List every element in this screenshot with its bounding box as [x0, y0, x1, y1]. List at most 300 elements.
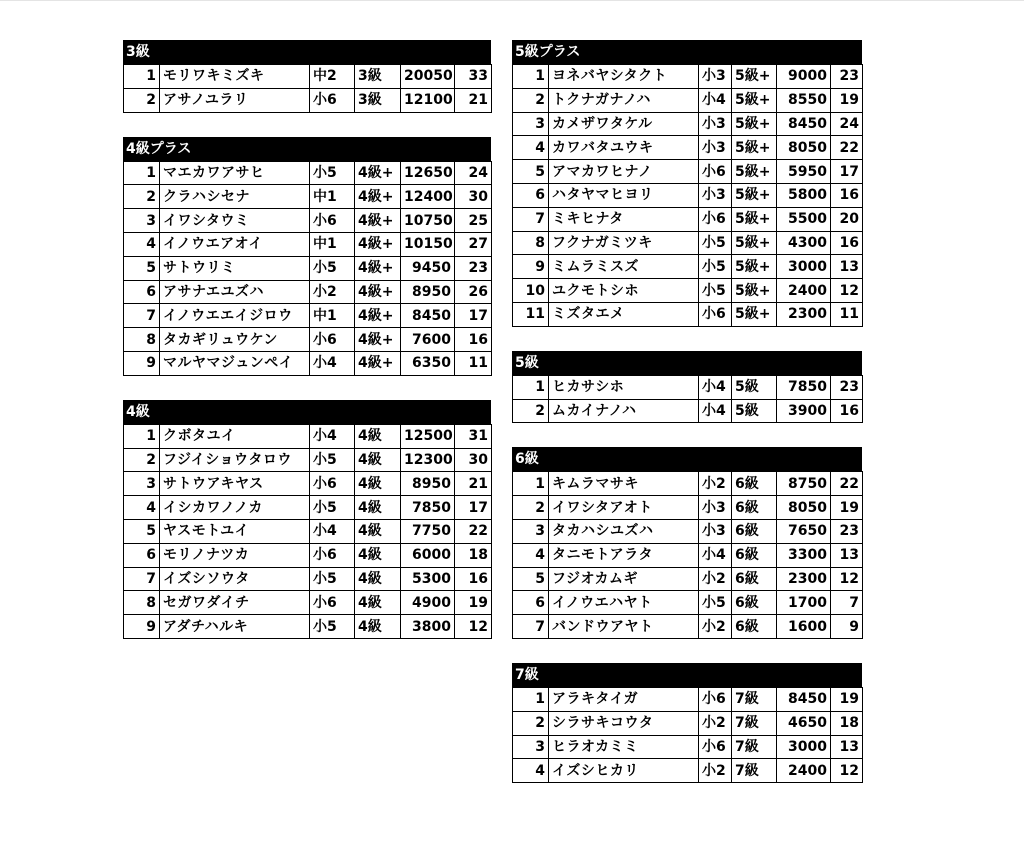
rank-cell: 2 [513, 399, 549, 423]
rank-cell: 1 [124, 424, 160, 448]
points-cell: 2400 [777, 279, 831, 303]
name-cell: ヤスモトユイ [160, 519, 310, 543]
grade-cell: 小5 [699, 591, 732, 615]
name-cell: イノウエエイジロウ [160, 304, 310, 328]
table-row [513, 687, 863, 711]
grade-cell: 小3 [699, 183, 732, 207]
grade-cell: 小4 [310, 351, 355, 375]
level-cell: 7級 [732, 759, 777, 783]
rank-cell: 2 [513, 496, 549, 520]
table-row [513, 160, 863, 184]
score-cell: 20 [831, 207, 863, 231]
rank-cell: 4 [513, 543, 549, 567]
level-cell: 4級 [355, 472, 401, 496]
table-row [513, 519, 863, 543]
name-cell: ミムラミスズ [549, 255, 699, 279]
grade-cell: 小6 [699, 160, 732, 184]
name-cell: ムカイナノハ [549, 399, 699, 423]
section-title: 3級 [123, 40, 491, 64]
points-cell: 3900 [777, 399, 831, 423]
points-cell: 8950 [401, 472, 455, 496]
score-cell: 17 [455, 304, 492, 328]
name-cell: マルヤマジュンペイ [160, 351, 310, 375]
name-cell: モリノナツカ [160, 543, 310, 567]
section-title: 6級 [512, 447, 862, 471]
rank-cell: 3 [513, 735, 549, 759]
points-cell: 7750 [401, 519, 455, 543]
grade-cell: 小5 [310, 448, 355, 472]
table-row [513, 302, 863, 326]
points-cell: 9000 [777, 65, 831, 89]
points-cell: 8950 [401, 280, 455, 304]
score-cell: 22 [455, 519, 492, 543]
level-cell: 6級 [732, 615, 777, 639]
points-cell: 20050 [401, 65, 455, 89]
grade-cell: 小5 [699, 231, 732, 255]
name-cell: イズシヒカリ [549, 759, 699, 783]
level-cell: 4級+ [355, 280, 401, 304]
level-cell: 7級 [732, 711, 777, 735]
name-cell: イノウエハヤト [549, 591, 699, 615]
points-cell: 12650 [401, 161, 455, 185]
grade-cell: 小6 [699, 687, 732, 711]
grade-cell: 中1 [310, 232, 355, 256]
table-row [513, 472, 863, 496]
rank-cell: 3 [513, 519, 549, 543]
level-cell: 6級 [732, 567, 777, 591]
points-cell: 5500 [777, 207, 831, 231]
level-cell: 4級+ [355, 256, 401, 280]
grade-cell: 小4 [699, 543, 732, 567]
level-cell: 7級 [732, 735, 777, 759]
score-cell: 19 [831, 687, 863, 711]
name-cell: ヨネバヤシタクト [549, 65, 699, 89]
level-cell: 3級 [355, 65, 401, 89]
name-cell: サトウリミ [160, 256, 310, 280]
level-cell: 5級+ [732, 112, 777, 136]
score-cell: 12 [831, 759, 863, 783]
points-cell: 8450 [401, 304, 455, 328]
points-cell: 6000 [401, 543, 455, 567]
grade-cell: 小6 [310, 88, 355, 112]
grade-cell: 小4 [699, 399, 732, 423]
level-cell: 5級+ [732, 65, 777, 89]
level-cell: 4級 [355, 591, 401, 615]
table-row [124, 88, 492, 112]
level-cell: 5級+ [732, 231, 777, 255]
grade-cell: 中1 [310, 304, 355, 328]
score-cell: 18 [831, 711, 863, 735]
table-row [513, 65, 863, 89]
rank-cell: 2 [513, 88, 549, 112]
score-cell: 19 [455, 591, 492, 615]
score-cell: 16 [831, 231, 863, 255]
rank-cell: 1 [513, 375, 549, 399]
grade-cell: 小6 [310, 209, 355, 233]
points-cell: 12100 [401, 88, 455, 112]
level-cell: 4級+ [355, 185, 401, 209]
table-row [513, 136, 863, 160]
section-title: 5級プラス [512, 40, 862, 64]
grade-cell: 小5 [310, 496, 355, 520]
section-title: 4級プラス [123, 137, 491, 161]
ranking-section [512, 447, 862, 639]
score-cell: 24 [831, 112, 863, 136]
name-cell: モリワキミズキ [160, 65, 310, 89]
score-cell: 24 [455, 161, 492, 185]
rank-cell: 5 [513, 160, 549, 184]
table-row [124, 424, 492, 448]
score-cell: 16 [455, 567, 492, 591]
grade-cell: 小3 [699, 136, 732, 160]
table-row [124, 351, 492, 375]
ranking-table [123, 161, 492, 376]
points-cell: 4650 [777, 711, 831, 735]
name-cell: イシカワノノカ [160, 496, 310, 520]
table-row [513, 112, 863, 136]
points-cell: 8450 [777, 112, 831, 136]
name-cell: シラサキコウタ [549, 711, 699, 735]
level-cell: 4級+ [355, 232, 401, 256]
score-cell: 11 [455, 351, 492, 375]
score-cell: 18 [455, 543, 492, 567]
table-row [513, 759, 863, 783]
score-cell: 33 [455, 65, 492, 89]
level-cell: 3級 [355, 88, 401, 112]
level-cell: 5級+ [732, 279, 777, 303]
name-cell: ミズタエメ [549, 302, 699, 326]
points-cell: 9450 [401, 256, 455, 280]
points-cell: 3000 [777, 735, 831, 759]
rank-cell: 9 [124, 615, 160, 639]
table-row [124, 472, 492, 496]
table-row [124, 209, 492, 233]
grade-cell: 小6 [699, 207, 732, 231]
name-cell: クラハシセナ [160, 185, 310, 209]
ranking-table [512, 471, 863, 639]
grade-cell: 小6 [699, 735, 732, 759]
table-row [513, 279, 863, 303]
grade-cell: 小5 [310, 161, 355, 185]
table-row [124, 543, 492, 567]
points-cell: 1600 [777, 615, 831, 639]
level-cell: 6級 [732, 496, 777, 520]
rank-cell: 1 [124, 65, 160, 89]
points-cell: 4300 [777, 231, 831, 255]
table-row [124, 256, 492, 280]
grade-cell: 小2 [310, 280, 355, 304]
rank-cell: 7 [513, 207, 549, 231]
name-cell: イワシタウミ [160, 209, 310, 233]
grade-cell: 小4 [310, 424, 355, 448]
table-row [124, 280, 492, 304]
rank-cell: 4 [124, 496, 160, 520]
grade-cell: 小5 [699, 279, 732, 303]
section-title: 7級 [512, 663, 862, 687]
rank-cell: 4 [513, 759, 549, 783]
table-row [124, 232, 492, 256]
name-cell: ヒラオカミミ [549, 735, 699, 759]
level-cell: 4級 [355, 519, 401, 543]
rank-cell: 3 [124, 209, 160, 233]
points-cell: 2300 [777, 302, 831, 326]
table-row [124, 519, 492, 543]
rank-cell: 2 [124, 448, 160, 472]
level-cell: 6級 [732, 591, 777, 615]
level-cell: 5級+ [732, 302, 777, 326]
grade-cell: 中2 [310, 65, 355, 89]
points-cell: 12300 [401, 448, 455, 472]
score-cell: 19 [831, 88, 863, 112]
name-cell: タカギリュウケン [160, 328, 310, 352]
score-cell: 13 [831, 543, 863, 567]
name-cell: イズシソウタ [160, 567, 310, 591]
name-cell: アサナエユズハ [160, 280, 310, 304]
name-cell: クボタユイ [160, 424, 310, 448]
name-cell: ユクモトシホ [549, 279, 699, 303]
grade-cell: 小5 [699, 255, 732, 279]
score-cell: 21 [455, 472, 492, 496]
table-row [513, 231, 863, 255]
rank-cell: 6 [513, 591, 549, 615]
score-cell: 23 [455, 256, 492, 280]
points-cell: 5950 [777, 160, 831, 184]
rank-cell: 7 [513, 615, 549, 639]
score-cell: 22 [831, 472, 863, 496]
rank-cell: 8 [124, 591, 160, 615]
grade-cell: 小5 [310, 615, 355, 639]
grade-cell: 小5 [310, 567, 355, 591]
rank-cell: 6 [124, 543, 160, 567]
score-cell: 19 [831, 496, 863, 520]
name-cell: タカハシユズハ [549, 519, 699, 543]
points-cell: 5800 [777, 183, 831, 207]
rank-cell: 4 [124, 232, 160, 256]
grade-cell: 小2 [699, 472, 732, 496]
name-cell: フクナガミツキ [549, 231, 699, 255]
score-cell: 11 [831, 302, 863, 326]
table-row [124, 591, 492, 615]
rank-cell: 8 [124, 328, 160, 352]
section-title: 5級 [512, 351, 862, 375]
rank-cell: 9 [513, 255, 549, 279]
name-cell: イワシタアオト [549, 496, 699, 520]
level-cell: 5級+ [732, 255, 777, 279]
rank-cell: 7 [124, 567, 160, 591]
ranking-section [512, 663, 862, 783]
grade-cell: 小5 [310, 256, 355, 280]
name-cell: キムラマサキ [549, 472, 699, 496]
rank-cell: 6 [513, 183, 549, 207]
points-cell: 2400 [777, 759, 831, 783]
level-cell: 4級+ [355, 351, 401, 375]
points-cell: 3000 [777, 255, 831, 279]
level-cell: 4級 [355, 567, 401, 591]
score-cell: 12 [455, 615, 492, 639]
points-cell: 8450 [777, 687, 831, 711]
rank-cell: 11 [513, 302, 549, 326]
rank-cell: 3 [124, 472, 160, 496]
name-cell: カメザワタケル [549, 112, 699, 136]
points-cell: 12400 [401, 185, 455, 209]
score-cell: 31 [455, 424, 492, 448]
rank-cell: 7 [124, 304, 160, 328]
rank-cell: 2 [513, 711, 549, 735]
left-column [123, 40, 491, 663]
score-cell: 22 [831, 136, 863, 160]
ranking-section [512, 40, 862, 327]
points-cell: 8750 [777, 472, 831, 496]
grade-cell: 小2 [699, 711, 732, 735]
table-row [513, 88, 863, 112]
score-cell: 23 [831, 65, 863, 89]
table-row [513, 207, 863, 231]
score-cell: 7 [831, 591, 863, 615]
name-cell: トクナガナノハ [549, 88, 699, 112]
score-cell: 23 [831, 375, 863, 399]
grade-cell: 小2 [699, 615, 732, 639]
points-cell: 3800 [401, 615, 455, 639]
score-cell: 23 [831, 519, 863, 543]
grade-cell: 小4 [699, 375, 732, 399]
level-cell: 4級+ [355, 209, 401, 233]
name-cell: カワバタユウキ [549, 136, 699, 160]
name-cell: セガワダイチ [160, 591, 310, 615]
table-row [513, 375, 863, 399]
ranking-table [123, 424, 492, 639]
points-cell: 7600 [401, 328, 455, 352]
rank-cell: 5 [513, 567, 549, 591]
table-row [124, 185, 492, 209]
level-cell: 5級+ [732, 160, 777, 184]
score-cell: 26 [455, 280, 492, 304]
table-row [513, 567, 863, 591]
score-cell: 9 [831, 615, 863, 639]
score-cell: 21 [455, 88, 492, 112]
score-cell: 12 [831, 279, 863, 303]
rank-cell: 2 [124, 88, 160, 112]
points-cell: 8050 [777, 496, 831, 520]
rank-cell: 1 [124, 161, 160, 185]
grade-cell: 小6 [310, 472, 355, 496]
level-cell: 5級 [732, 375, 777, 399]
points-cell: 5300 [401, 567, 455, 591]
level-cell: 5級+ [732, 88, 777, 112]
score-cell: 13 [831, 255, 863, 279]
rank-cell: 1 [513, 65, 549, 89]
name-cell: ハタヤマヒヨリ [549, 183, 699, 207]
level-cell: 5級 [732, 399, 777, 423]
points-cell: 8550 [777, 88, 831, 112]
rank-cell: 10 [513, 279, 549, 303]
rank-cell: 4 [513, 136, 549, 160]
score-cell: 16 [455, 328, 492, 352]
table-row [124, 567, 492, 591]
table-row [124, 448, 492, 472]
table-row [513, 399, 863, 423]
points-cell: 1700 [777, 591, 831, 615]
table-row [513, 496, 863, 520]
score-cell: 17 [831, 160, 863, 184]
name-cell: フジイショウタロウ [160, 448, 310, 472]
grade-cell: 小6 [699, 302, 732, 326]
table-row [513, 183, 863, 207]
score-cell: 25 [455, 209, 492, 233]
table-row [513, 591, 863, 615]
ranking-section [123, 40, 491, 113]
grade-cell: 中1 [310, 185, 355, 209]
points-cell: 2300 [777, 567, 831, 591]
table-row [124, 496, 492, 520]
level-cell: 5級+ [732, 207, 777, 231]
right-column [512, 40, 862, 807]
rank-cell: 5 [124, 256, 160, 280]
table-row [124, 328, 492, 352]
rank-cell: 5 [124, 519, 160, 543]
score-cell: 27 [455, 232, 492, 256]
ranking-table [512, 687, 863, 783]
table-row [124, 161, 492, 185]
level-cell: 5級+ [732, 136, 777, 160]
section-title: 4級 [123, 400, 491, 424]
rank-cell: 2 [124, 185, 160, 209]
score-cell: 17 [455, 496, 492, 520]
level-cell: 4級+ [355, 328, 401, 352]
points-cell: 6350 [401, 351, 455, 375]
grade-cell: 小3 [699, 112, 732, 136]
level-cell: 4級+ [355, 304, 401, 328]
rank-cell: 3 [513, 112, 549, 136]
name-cell: イノウエアオイ [160, 232, 310, 256]
ranking-table [512, 64, 863, 327]
ranking-table [123, 64, 492, 113]
grade-cell: 小6 [310, 591, 355, 615]
ranking-section [123, 400, 491, 639]
name-cell: フジオカムギ [549, 567, 699, 591]
table-row [513, 735, 863, 759]
name-cell: ヒカサシホ [549, 375, 699, 399]
table-row [513, 543, 863, 567]
name-cell: サトウアキヤス [160, 472, 310, 496]
points-cell: 12500 [401, 424, 455, 448]
grade-cell: 小4 [699, 88, 732, 112]
points-cell: 7850 [777, 375, 831, 399]
name-cell: アラキタイガ [549, 687, 699, 711]
rank-cell: 8 [513, 231, 549, 255]
table-row [124, 615, 492, 639]
table-row [124, 65, 492, 89]
score-cell: 13 [831, 735, 863, 759]
grade-cell: 小4 [310, 519, 355, 543]
name-cell: バンドウアヤト [549, 615, 699, 639]
score-cell: 12 [831, 567, 863, 591]
grade-cell: 小6 [310, 543, 355, 567]
top-border-line [0, 0, 1024, 1]
name-cell: ミキヒナタ [549, 207, 699, 231]
level-cell: 4級 [355, 543, 401, 567]
rank-cell: 1 [513, 472, 549, 496]
table-row [513, 255, 863, 279]
name-cell: アマカワヒナノ [549, 160, 699, 184]
grade-cell: 小2 [699, 567, 732, 591]
level-cell: 4級 [355, 424, 401, 448]
grade-cell: 小6 [310, 328, 355, 352]
name-cell: タニモトアラタ [549, 543, 699, 567]
level-cell: 4級+ [355, 161, 401, 185]
level-cell: 6級 [732, 543, 777, 567]
rank-cell: 1 [513, 687, 549, 711]
rank-cell: 9 [124, 351, 160, 375]
